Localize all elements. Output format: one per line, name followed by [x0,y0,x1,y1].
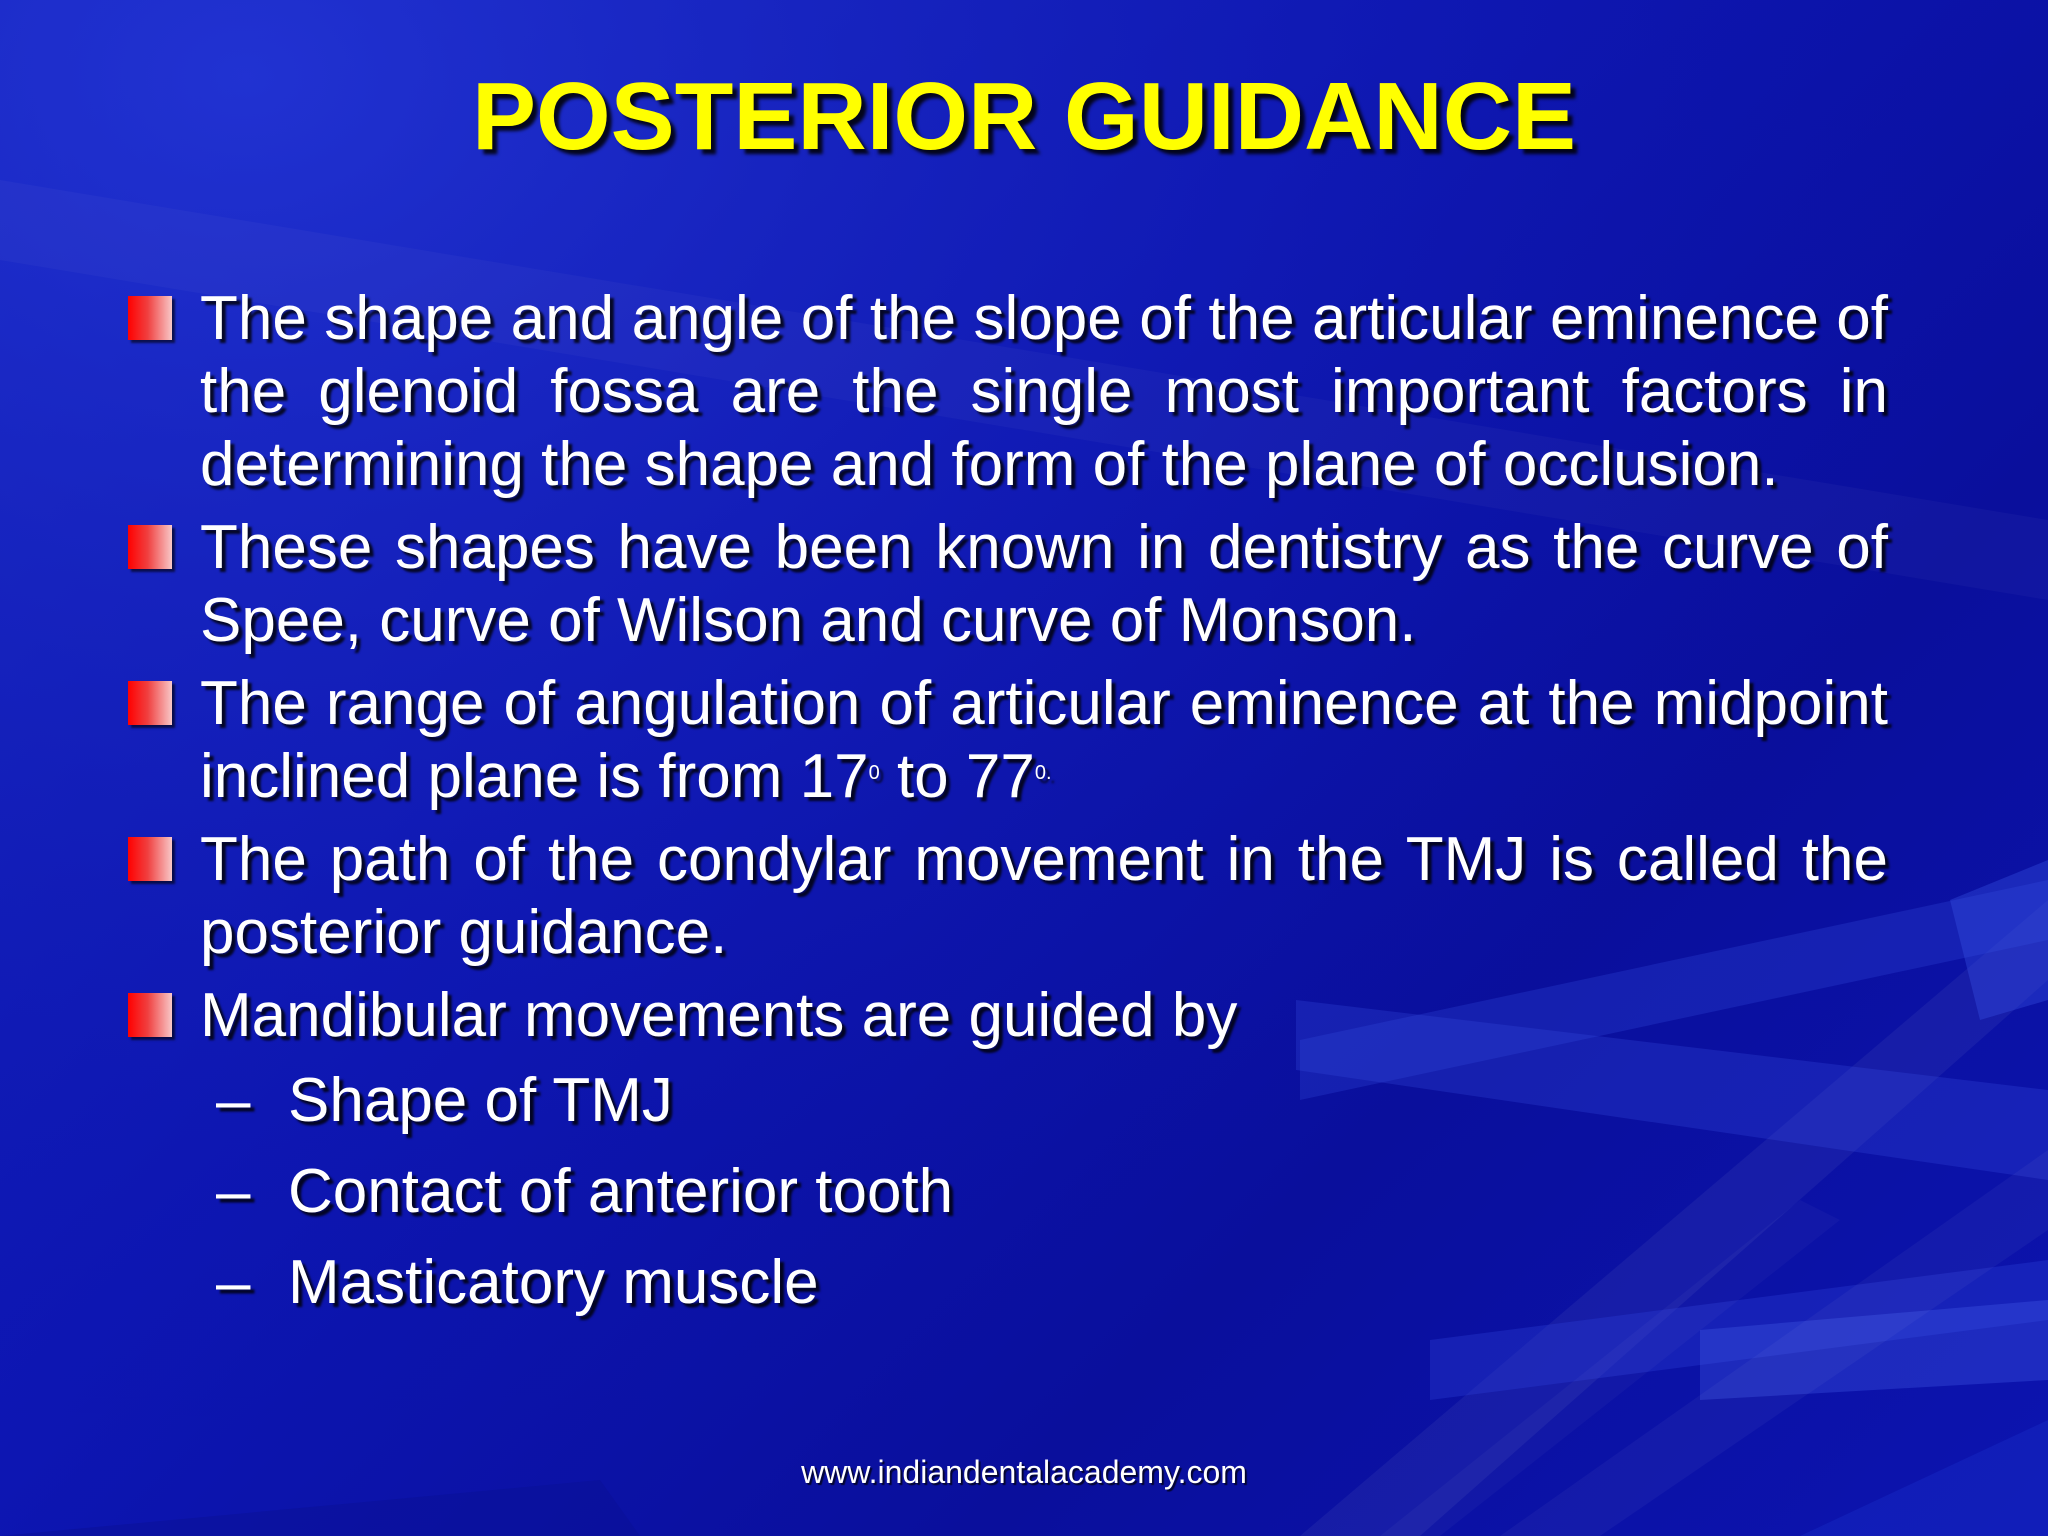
sub-bullet-item [200,1064,1888,1137]
square-bullet-icon [128,837,172,881]
bullet-item [128,823,1888,969]
square-bullet-icon [128,993,172,1037]
bullet-text: These shapes have been known in dentistry as the curve of Spee, curve of Wilson and curve of Monson. [200,513,1888,655]
sub-bullet-text: Contact of anterior tooth [288,1157,954,1226]
bullet-item [128,667,1888,813]
bullet-text [200,667,1888,813]
square-bullet-icon [128,296,172,340]
dash-bullet-icon: – [216,1248,251,1317]
sub-bullet-text: Masticatory muscle [288,1248,819,1317]
square-bullet-icon [128,681,172,725]
bullet-text: The shape and angle of the slope of the articular eminence of the glenoid fossa are the single most important factors in determining the shape and form of the plane of occlusion. [200,284,1888,499]
square-bullet-icon [128,525,172,569]
footer-url: www.indiandentalacademy.com [801,1454,1247,1490]
degree-mark: 0 [868,762,880,784]
sub-bullet-item [200,1246,1888,1319]
dash-bullet-icon: – [216,1066,251,1135]
bullet-item [128,979,1888,1319]
degree-mark: 0. [1034,762,1052,784]
bullet-text-part: to 77 [879,742,1035,811]
bullet-item [128,282,1888,501]
bullet-text: The path of the condylar movement in the TMJ is called the posterior guidance. [200,825,1888,967]
slide-title: POSTERIOR GUIDANCE [471,63,1577,170]
sub-bullet-text: Shape of TMJ [288,1066,673,1135]
sub-bullet-item [200,1155,1888,1228]
bullet-item [128,511,1888,657]
dash-bullet-icon: – [216,1157,251,1226]
bullet-text: Mandibular movements are guided by [200,981,1238,1050]
sub-bullet-list [200,1064,1888,1319]
bullet-list [128,282,1888,1337]
bullet-text-part: The range of angulation of articular eminence at the midpoint inclined plane is from 17 [200,669,1888,811]
